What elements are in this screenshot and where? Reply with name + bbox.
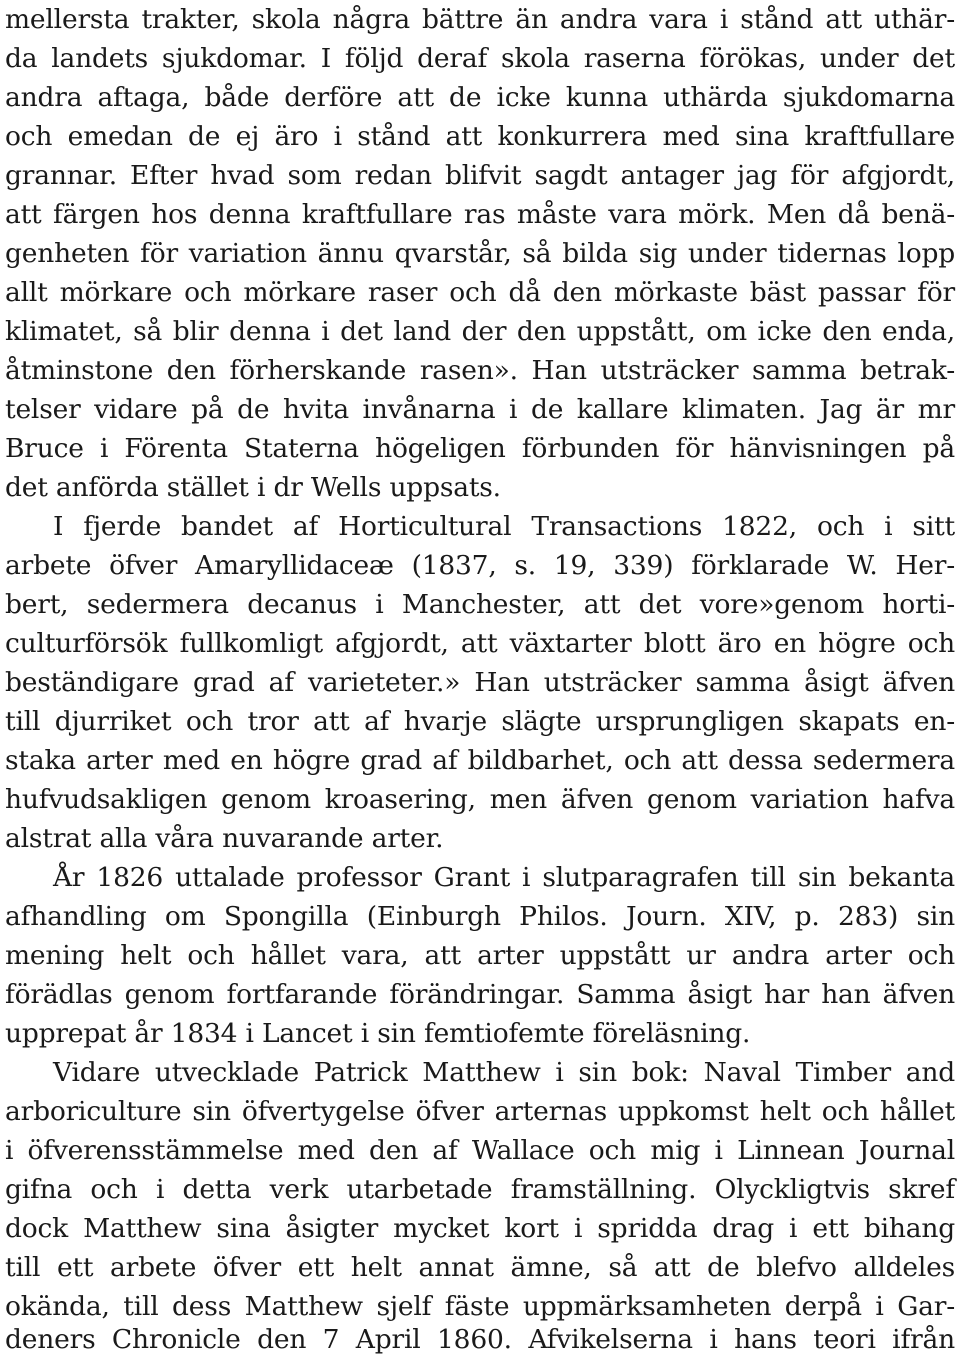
text-line-7: genheten för variation ännu qvarstår, så bilda sig under tidernas lopp xyxy=(5,238,955,269)
text-line-20: staka arter med en högre grad af bildbarhet, och att dessa sedermera xyxy=(5,745,955,776)
text-line-1: mellersta trakter, skola några bättre än andra vara i stånd att uthär- xyxy=(5,4,955,35)
text-line-17: culturförsök fullkomligt afgjordt, att växtarter blott äro en högre och xyxy=(5,628,955,659)
text-line-2: da landets sjukdomar. I följd deraf skola raserna förökas, under det xyxy=(5,43,955,74)
text-line-14: I fjerde bandet af Horticultural Transactions 1822, och i sitt xyxy=(53,511,955,542)
text-line-9: klimatet, så blir denna i det land der den uppstått, om icke den enda, xyxy=(5,316,955,347)
text-line-32: dock Matthew sina åsigter mycket kort i spridda drag i ett bihang xyxy=(5,1213,955,1244)
text-line-31: gifna och i detta verk utarbetade framställning. Olyckligtvis skref xyxy=(5,1174,955,1205)
text-line-13: det anförda stället i dr Wells uppsats. xyxy=(5,472,501,503)
text-line-33: till ett arbete öfver ett helt annat ämne, så att de blefvo alldeles xyxy=(5,1252,955,1283)
text-line-8: allt mörkare och mörkare raser och då den mörkaste bäst passar för xyxy=(5,277,955,308)
text-line-11: telser vidare på de hvita invånarna i de kallare klimaten. Jag är mr xyxy=(5,394,955,425)
text-line-5: grannar. Efter hvad som redan blifvit sagdt antager jag för afgjordt, xyxy=(5,160,955,191)
text-line-34: okända, till dess Matthew sjelf fäste uppmärksamheten derpå i Gar- xyxy=(5,1291,955,1322)
text-line-23: År 1826 uttalade professor Grant i slutparagrafen till sin bekanta xyxy=(53,862,955,893)
text-line-26: förädlas genom fortfarande förändringar. Samma åsigt har han äfven xyxy=(5,979,955,1010)
text-line-10: åtminstone den förherskande rasen». Han utsträcker samma betrak- xyxy=(5,355,955,386)
text-line-4: och emedan de ej äro i stånd att konkurrera med sina kraftfullare xyxy=(5,121,955,152)
text-line-28: Vidare utvecklade Patrick Matthew i sin bok: Naval Timber and xyxy=(53,1057,955,1088)
text-line-18: beständigare grad af varieteter.» Han utsträcker samma åsigt äfven xyxy=(5,667,955,698)
text-line-15: arbete öfver Amaryllidaceæ (1837, s. 19, 339) förklarade W. Her- xyxy=(5,550,955,581)
text-line-29: arboriculture sin öfvertygelse öfver arternas uppkomst helt och hållet xyxy=(5,1096,955,1127)
text-line-6: att färgen hos denna kraftfullare ras måste vara mörk. Men då benä- xyxy=(5,199,955,230)
text-line-16: bert, sedermera decanus i Manchester, att det vore»genom horti- xyxy=(5,589,955,620)
text-line-25: mening helt och hållet vara, att arter uppstått ur andra arter och xyxy=(5,940,955,971)
text-line-27: upprepat år 1834 i Lancet i sin femtiofemte föreläsning. xyxy=(5,1018,751,1049)
text-line-22: alstrat alla våra nuvarande arter. xyxy=(5,823,444,854)
text-line-35: deners Chronicle den 7 April 1860. Afvikelserna i hans teori ifrån xyxy=(5,1324,955,1355)
text-line-30: i öfverensstämmelse med den af Wallace och mig i Linnean Journal xyxy=(5,1135,955,1166)
text-line-3: andra aftaga, både derföre att de icke kunna uthärda sjukdomarna xyxy=(5,82,955,113)
text-line-24: afhandling om Spongilla (Einburgh Philos. Journ. XIV, p. 283) sin xyxy=(5,901,955,932)
text-line-12: Bruce i Förenta Staterna högeligen förbunden för hänvisningen på xyxy=(5,433,955,464)
text-line-21: hufvudsakligen genom kroasering, men äfven genom variation hafva xyxy=(5,784,955,815)
text-line-19: till djurriket och tror att af hvarje slägte ursprungligen skapats en- xyxy=(5,706,955,737)
